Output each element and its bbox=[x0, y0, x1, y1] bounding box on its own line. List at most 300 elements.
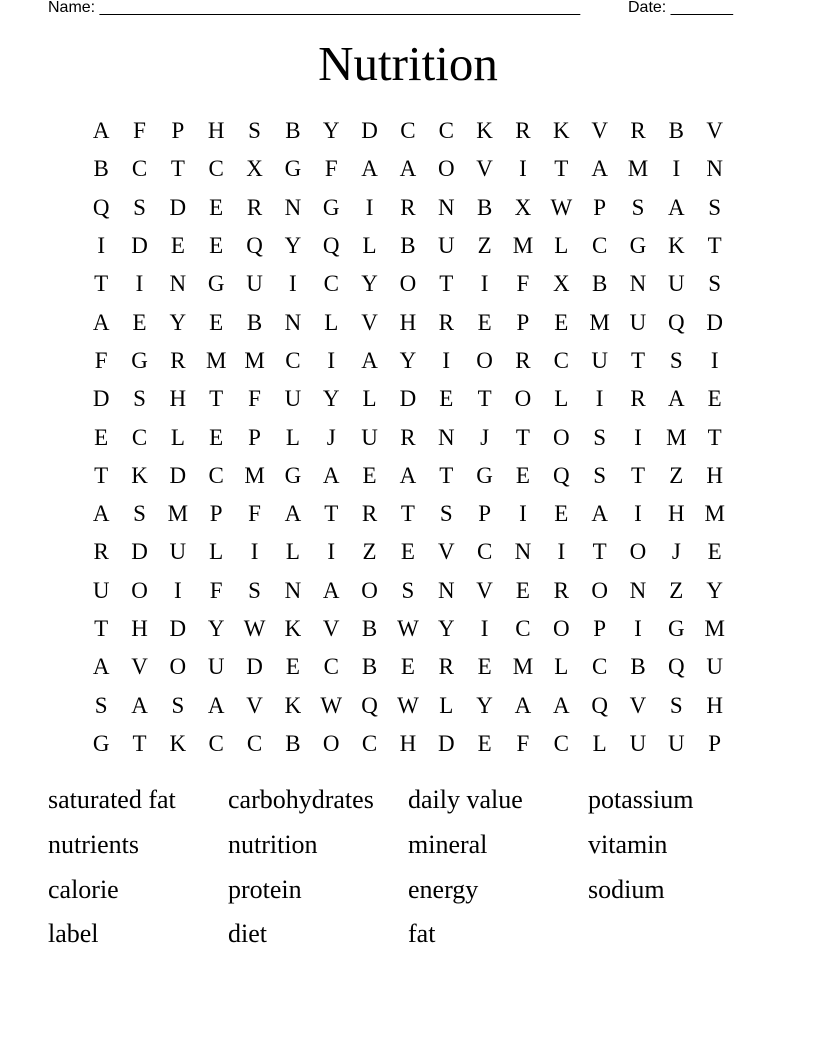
grid-letter: N bbox=[437, 577, 455, 603]
grid-letter: L bbox=[362, 386, 377, 412]
word-list-item: nutrition bbox=[228, 829, 318, 859]
grid-letter: O bbox=[552, 616, 570, 641]
grid-letter: E bbox=[209, 309, 224, 335]
grid-letter: T bbox=[630, 462, 646, 488]
grid-letter: D bbox=[361, 118, 378, 144]
grid-letter: M bbox=[205, 347, 227, 373]
grid-letter: I bbox=[519, 501, 527, 527]
date-field: Date: _______ bbox=[628, 0, 733, 16]
grid-row bbox=[82, 610, 734, 648]
grid-row bbox=[82, 189, 734, 227]
grid-letter: T bbox=[94, 462, 109, 488]
grid-letter: R bbox=[630, 386, 646, 412]
grid-letter: G bbox=[131, 347, 148, 373]
grid-letter: S bbox=[631, 194, 645, 220]
grid-letter: H bbox=[706, 692, 723, 718]
grid-letter: N bbox=[514, 539, 532, 565]
grid-letter: S bbox=[439, 501, 453, 527]
grid-letter: S bbox=[248, 577, 261, 603]
grid-letter: B bbox=[246, 309, 263, 335]
grid-letter: H bbox=[706, 462, 723, 488]
grid-letter: A bbox=[552, 692, 570, 718]
grid-letter: S bbox=[593, 424, 607, 450]
grid-letter: I bbox=[174, 577, 182, 603]
grid-letter: S bbox=[593, 462, 607, 488]
grid-letter: I bbox=[634, 424, 642, 450]
grid-letter: J bbox=[480, 424, 490, 450]
grid-letter: I bbox=[710, 347, 719, 373]
grid-letter: J bbox=[671, 539, 681, 565]
grid-letter: Y bbox=[284, 233, 302, 259]
grid-letter: C bbox=[553, 347, 569, 373]
grid-letter: I bbox=[557, 539, 566, 565]
grid-letter: E bbox=[477, 309, 492, 335]
grid-letter: R bbox=[630, 118, 646, 144]
grid-letter: L bbox=[209, 539, 224, 565]
grid-letter: U bbox=[92, 577, 110, 603]
grid-letter: R bbox=[400, 424, 416, 450]
grid-letter: U bbox=[591, 347, 608, 373]
grid-letter: E bbox=[707, 386, 722, 412]
grid-letter: Y bbox=[399, 347, 417, 373]
grid-letter: U bbox=[207, 654, 225, 680]
grid-letter: L bbox=[554, 233, 569, 259]
grid-letter: E bbox=[554, 309, 569, 335]
grid-row bbox=[82, 265, 734, 303]
grid-letter: A bbox=[591, 501, 608, 527]
grid-letter: V bbox=[361, 309, 378, 335]
grid-letter: U bbox=[169, 539, 187, 565]
grid-letter: I bbox=[97, 233, 105, 259]
grid-letter: R bbox=[438, 654, 454, 680]
word-list-item: sodium bbox=[588, 874, 665, 904]
grid-letter: Q bbox=[591, 692, 608, 718]
grid-letter: T bbox=[630, 347, 646, 373]
grid-letter: I bbox=[480, 271, 489, 297]
grid-letter: I bbox=[672, 156, 681, 182]
grid-letter: A bbox=[668, 386, 685, 412]
grid-row bbox=[82, 112, 734, 150]
grid-letter: Y bbox=[476, 692, 493, 718]
grid-letter: B bbox=[668, 118, 684, 144]
grid-letter: L bbox=[170, 424, 185, 450]
grid-letter: A bbox=[322, 577, 340, 603]
grid-letter: C bbox=[131, 424, 148, 450]
grid-letter: E bbox=[477, 654, 492, 680]
grid-letter: W bbox=[320, 692, 343, 718]
grid-letter: T bbox=[477, 386, 492, 412]
grid-letter: A bbox=[131, 692, 148, 718]
grid-letter: O bbox=[629, 539, 647, 565]
grid-letter: Y bbox=[322, 386, 340, 412]
grid-letter: S bbox=[94, 692, 108, 718]
grid-letter: I bbox=[289, 271, 297, 297]
grid-letter: C bbox=[131, 156, 148, 182]
grid-row bbox=[82, 648, 734, 686]
grid-letter: B bbox=[591, 271, 608, 297]
grid-letter: I bbox=[595, 386, 604, 412]
grid-letter: E bbox=[170, 233, 185, 259]
grid-letter: S bbox=[133, 501, 146, 527]
grid-letter: T bbox=[209, 386, 224, 412]
grid-row bbox=[82, 380, 734, 418]
word-list-item: saturated fat bbox=[48, 785, 176, 814]
grid-letter: A bbox=[591, 156, 608, 182]
grid-letter: M bbox=[666, 424, 687, 450]
grid-letter: L bbox=[324, 309, 339, 335]
grid-letter: S bbox=[401, 577, 415, 603]
grid-letter: E bbox=[209, 233, 224, 259]
grid-letter: C bbox=[515, 616, 531, 641]
grid-letter: Y bbox=[169, 309, 187, 335]
grid-letter: N bbox=[629, 271, 647, 297]
grid-letter: T bbox=[439, 462, 454, 488]
grid-letter: G bbox=[322, 194, 340, 220]
grid-letter: Y bbox=[437, 616, 455, 641]
grid-letter: C bbox=[553, 730, 569, 756]
grid-letter: I bbox=[327, 347, 336, 373]
grid-letter: G bbox=[476, 462, 493, 488]
grid-letter: V bbox=[706, 118, 723, 144]
grid-letter: P bbox=[171, 118, 185, 144]
grid-letter: C bbox=[591, 654, 608, 680]
grid-row bbox=[82, 303, 734, 341]
grid-letter: O bbox=[437, 156, 455, 182]
grid-letter: C bbox=[323, 654, 339, 680]
grid-letter: M bbox=[704, 501, 725, 527]
grid-letter: P bbox=[478, 501, 491, 527]
word-list-item: carbohydrates bbox=[228, 785, 374, 814]
grid-letter: G bbox=[284, 462, 302, 488]
grid-letter: O bbox=[361, 577, 378, 603]
grid-letter: V bbox=[322, 616, 340, 641]
grid-letter: E bbox=[400, 654, 415, 680]
grid-letter: B bbox=[400, 233, 416, 259]
grid-letter: P bbox=[248, 424, 261, 450]
grid-letter: Q bbox=[668, 309, 685, 335]
grid-letter: D bbox=[437, 730, 455, 756]
grid-letter: V bbox=[476, 156, 493, 182]
page-title: Nutrition bbox=[318, 36, 498, 91]
grid-letter: O bbox=[399, 271, 417, 297]
grid-letter: E bbox=[285, 654, 300, 680]
grid-letter: T bbox=[94, 616, 109, 641]
grid-letter: O bbox=[552, 424, 570, 450]
grid-letter: I bbox=[634, 501, 642, 527]
grid-letter: E bbox=[515, 577, 530, 603]
grid-letter: T bbox=[400, 501, 415, 527]
grid-letter: E bbox=[362, 462, 377, 488]
grid-letter: V bbox=[629, 692, 647, 718]
word-list-item: energy bbox=[408, 874, 479, 904]
grid-letter: M bbox=[589, 309, 610, 335]
grid-letter: C bbox=[361, 730, 378, 756]
grid-letter: W bbox=[243, 616, 266, 641]
grid-letter: N bbox=[169, 271, 187, 297]
grid-letter: U bbox=[668, 730, 685, 756]
grid-letter: F bbox=[324, 156, 338, 182]
grid-letter: A bbox=[92, 654, 110, 680]
grid-letter: I bbox=[365, 194, 374, 220]
grid-letter: R bbox=[515, 347, 531, 373]
grid-letter: D bbox=[169, 616, 187, 641]
grid-letter: U bbox=[629, 730, 647, 756]
grid-letter: D bbox=[246, 654, 263, 680]
grid-letter: R bbox=[400, 194, 416, 220]
grid-letter: G bbox=[92, 730, 110, 756]
grid-letter: K bbox=[552, 118, 570, 144]
grid-letter: S bbox=[248, 118, 261, 144]
grid-letter: C bbox=[246, 730, 263, 756]
grid-letter: P bbox=[593, 194, 607, 220]
grid-letter: L bbox=[285, 539, 300, 565]
grid-letter: L bbox=[285, 424, 300, 450]
grid-letter: U bbox=[668, 271, 685, 297]
letter-grid bbox=[82, 112, 734, 763]
word-list-item: calorie bbox=[48, 874, 119, 904]
grid-letter: A bbox=[207, 692, 225, 718]
grid-letter: C bbox=[208, 730, 224, 756]
word-list bbox=[48, 780, 768, 959]
grid-letter: T bbox=[592, 539, 607, 565]
grid-letter: C bbox=[591, 233, 608, 259]
grid-letter: G bbox=[207, 271, 225, 297]
grid-letter: S bbox=[708, 194, 722, 220]
word-list-item: fat bbox=[408, 919, 436, 949]
grid-letter: D bbox=[399, 386, 417, 412]
grid-letter: E bbox=[400, 539, 415, 565]
grid-letter: C bbox=[438, 118, 454, 144]
grid-letter: W bbox=[397, 616, 419, 641]
grid-letter: B bbox=[93, 156, 109, 182]
grid-row bbox=[82, 495, 734, 533]
grid-letter: Q bbox=[552, 462, 570, 488]
grid-letter: N bbox=[437, 424, 455, 450]
grid-letter: P bbox=[209, 501, 223, 527]
grid-letter: T bbox=[439, 271, 454, 297]
grid-letter: F bbox=[94, 347, 108, 373]
grid-row bbox=[82, 418, 734, 456]
name-field: Name: ______________________________________________________ bbox=[48, 0, 581, 16]
header bbox=[0, 0, 816, 20]
grid-letter: H bbox=[169, 386, 187, 412]
grid-letter: S bbox=[133, 194, 146, 220]
grid-letter: A bbox=[399, 462, 417, 488]
grid-letter: D bbox=[706, 309, 723, 335]
grid-letter: O bbox=[514, 386, 532, 412]
grid-letter: S bbox=[669, 347, 683, 373]
grid-letter: D bbox=[169, 194, 187, 220]
grid-letter: E bbox=[515, 462, 530, 488]
grid-letter: Q bbox=[322, 233, 340, 259]
grid-letter: R bbox=[246, 194, 263, 220]
grid-letter: B bbox=[285, 118, 301, 144]
grid-letter: S bbox=[133, 386, 146, 412]
grid-letter: N bbox=[284, 309, 302, 335]
grid-letter: H bbox=[399, 309, 417, 335]
grid-letter: A bbox=[361, 347, 378, 373]
grid-letter: X bbox=[552, 271, 570, 297]
grid-letter: L bbox=[554, 386, 569, 412]
grid-letter: G bbox=[284, 156, 302, 182]
grid-letter: C bbox=[323, 271, 339, 297]
grid-letter: L bbox=[554, 654, 569, 680]
grid-letter: I bbox=[480, 616, 489, 641]
grid-letter: T bbox=[94, 271, 109, 297]
grid-letter: K bbox=[476, 118, 493, 144]
grid-letter: D bbox=[131, 233, 148, 259]
grid-letter: O bbox=[476, 347, 493, 373]
grid-letter: F bbox=[133, 118, 146, 144]
grid-letter: O bbox=[322, 730, 340, 756]
grid-letter: M bbox=[627, 156, 649, 182]
grid-row bbox=[82, 686, 734, 724]
grid-row bbox=[82, 227, 734, 265]
grid-letter: U bbox=[246, 271, 263, 297]
grid-letter: T bbox=[132, 730, 147, 756]
grid-row bbox=[82, 342, 734, 380]
grid-letter: S bbox=[708, 271, 722, 297]
word-list-item: protein bbox=[228, 874, 302, 904]
grid-letter: Q bbox=[246, 233, 263, 259]
grid-letter: K bbox=[284, 692, 302, 718]
grid-letter: A bbox=[92, 501, 110, 527]
word-list-item: daily value bbox=[408, 785, 523, 814]
grid-letter: E bbox=[439, 386, 454, 412]
word-list-item: label bbox=[48, 919, 99, 949]
grid-letter: W bbox=[550, 194, 573, 220]
grid-letter: C bbox=[285, 347, 301, 373]
grid-letter: Y bbox=[322, 118, 340, 144]
grid-letter: Q bbox=[92, 194, 110, 220]
grid-letter: K bbox=[131, 462, 148, 488]
grid-letter: R bbox=[93, 539, 109, 565]
grid-letter: M bbox=[244, 462, 265, 488]
grid-letter: G bbox=[629, 233, 647, 259]
grid-letter: E bbox=[209, 424, 224, 450]
grid-letter: T bbox=[554, 156, 569, 182]
grid-letter: H bbox=[131, 616, 148, 641]
grid-letter: B bbox=[630, 654, 646, 680]
grid-letter: H bbox=[399, 730, 417, 756]
grid-letter: I bbox=[442, 347, 451, 373]
grid-letter: F bbox=[516, 730, 530, 756]
grid-letter: T bbox=[515, 424, 530, 450]
grid-letter: A bbox=[668, 194, 685, 220]
grid-letter: E bbox=[554, 501, 569, 527]
grid-letter: Y bbox=[207, 616, 225, 641]
grid-letter: Y bbox=[361, 271, 378, 297]
grid-letter: T bbox=[170, 156, 185, 182]
grid-letter: B bbox=[361, 616, 378, 641]
grid-letter: E bbox=[94, 424, 109, 450]
grid-letter: P bbox=[593, 616, 607, 641]
grid-letter: C bbox=[208, 462, 224, 488]
grid-letter: J bbox=[326, 424, 336, 450]
grid-letter: A bbox=[92, 118, 110, 144]
grid-letter: I bbox=[634, 616, 642, 641]
grid-letter: M bbox=[512, 233, 534, 259]
word-list-item: diet bbox=[228, 919, 267, 949]
grid-letter: R bbox=[361, 501, 378, 527]
grid-letter: U bbox=[706, 654, 723, 680]
grid-row bbox=[82, 457, 734, 495]
grid-letter: B bbox=[476, 194, 493, 220]
grid-letter: E bbox=[477, 730, 492, 756]
word-list-item: mineral bbox=[408, 829, 488, 859]
grid-row bbox=[82, 533, 734, 571]
grid-letter: P bbox=[516, 309, 530, 335]
grid-letter: M bbox=[512, 654, 534, 680]
grid-row bbox=[82, 572, 734, 610]
grid-letter: L bbox=[362, 233, 377, 259]
grid-letter: U bbox=[284, 386, 302, 412]
grid-letter: Q bbox=[668, 654, 685, 680]
grid-letter: H bbox=[207, 118, 225, 144]
word-list-item: potassium bbox=[588, 785, 694, 814]
grid-letter: A bbox=[322, 462, 340, 488]
grid-letter: Z bbox=[477, 233, 492, 259]
grid-letter: R bbox=[553, 577, 569, 603]
grid-letter: R bbox=[170, 347, 186, 373]
grid-letter: I bbox=[250, 539, 259, 565]
grid-letter: Q bbox=[361, 692, 378, 718]
grid-letter: F bbox=[516, 271, 530, 297]
grid-letter: Y bbox=[706, 577, 723, 603]
grid-letter: N bbox=[284, 577, 302, 603]
grid-letter: F bbox=[248, 501, 261, 527]
grid-letter: H bbox=[668, 501, 685, 527]
grid-letter: C bbox=[208, 156, 224, 182]
grid-letter: N bbox=[629, 577, 647, 603]
grid-letter: A bbox=[361, 156, 378, 182]
grid-letter: G bbox=[668, 616, 685, 641]
grid-letter: D bbox=[131, 539, 148, 565]
grid-letter: X bbox=[514, 194, 532, 220]
grid-letter: M bbox=[167, 501, 189, 527]
grid-letter: D bbox=[169, 462, 187, 488]
grid-letter: A bbox=[514, 692, 532, 718]
grid-letter: Z bbox=[669, 577, 684, 603]
grid-letter: K bbox=[284, 616, 302, 641]
grid-letter: O bbox=[169, 654, 187, 680]
grid-letter: R bbox=[515, 118, 531, 144]
grid-letter: B bbox=[361, 654, 378, 680]
grid-letter: L bbox=[439, 692, 454, 718]
grid-letter: Z bbox=[362, 539, 377, 565]
grid-row bbox=[82, 725, 734, 763]
word-list-item: vitamin bbox=[588, 829, 668, 859]
grid-letter: A bbox=[92, 309, 110, 335]
grid-letter: N bbox=[284, 194, 302, 220]
grid-letter: S bbox=[171, 692, 185, 718]
grid-letter: A bbox=[399, 156, 417, 182]
grid-letter: X bbox=[246, 156, 263, 182]
grid-letter: I bbox=[327, 539, 336, 565]
grid-letter: U bbox=[361, 424, 378, 450]
grid-letter: W bbox=[397, 692, 419, 718]
grid-letter: V bbox=[437, 539, 455, 565]
grid-letter: Z bbox=[669, 462, 684, 488]
grid-letter: K bbox=[169, 730, 187, 756]
grid-letter: F bbox=[248, 386, 261, 412]
grid-letter: P bbox=[708, 730, 722, 756]
grid-letter: T bbox=[707, 424, 722, 450]
grid-letter: V bbox=[591, 118, 608, 144]
grid-letter: T bbox=[707, 233, 722, 259]
grid-letter: F bbox=[209, 577, 223, 603]
grid-letter: E bbox=[707, 539, 722, 565]
